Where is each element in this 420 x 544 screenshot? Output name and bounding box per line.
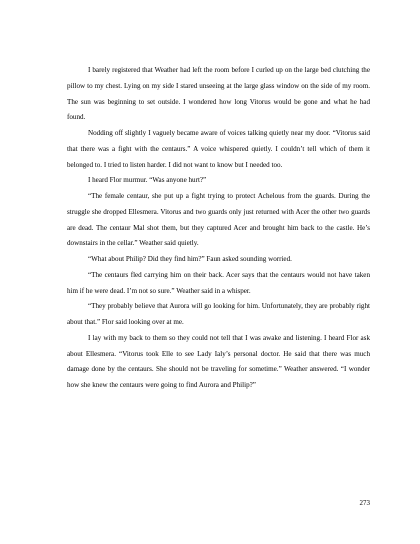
- paragraph: “The centaurs fled carrying him on their back. Acer says that the centaurs would not have taken him if he were dead. I’m not so sure.” Weather said in a whisper.: [67, 270, 370, 295]
- paragraph: Nodding off slightly I vaguely became aware of voices talking quietly near my door. “Vitorus said that there was a fight with the centaurs.” A voice whispered quietly. I couldn’t tell which of them it belonged to. I tried to listen harder. I did not want to know but I needed too.: [67, 129, 370, 169]
- paragraph: I barely registered that Weather had left the room before I curled up on the large bed clutching the pillow to my chest. Lying on my side I stared unseeing at the large glass window on the side of my room. The sun was beginning to set outside. I wondered how long Vitorus would be gone and what he had found.: [67, 66, 370, 122]
- paragraph: “They probably believe that Aurora will go looking for him. Unfortunately, they are probably right about that.” Flor said looking over at me.: [67, 302, 370, 326]
- page-number: 273: [359, 499, 370, 507]
- paragraph: I lay with my back to them so they could not tell that I was awake and listening. I heard Flor ask about Ellesmera. “Vitorus took Elle to see Lady Ialy’s personal doctor. He said that there was much damage done by the centaurs. She should not be traveling for sometime.” Weather answered. “I wonder how she knew the centaurs were going to find Aurora and Philip?”: [67, 333, 370, 389]
- paragraph: “The female centaur, she put up a fight trying to protect Achelous from the guards. During the struggle she dropped Ellesmera. Vitorus and two guards only just returned with Acer the other two guards are dead. The centaur Mal shot them, but they captured Acer and brought him back to the castle. He’s downstairs in the cellar.” Weather said quietly.: [67, 192, 370, 248]
- paragraph: I heard Flor murmur. “Was anyone hurt?”: [88, 176, 207, 185]
- body-text: [67, 63, 370, 394]
- paragraph: “What about Philip? Did they find him?” Faun asked sounding worried.: [88, 255, 292, 263]
